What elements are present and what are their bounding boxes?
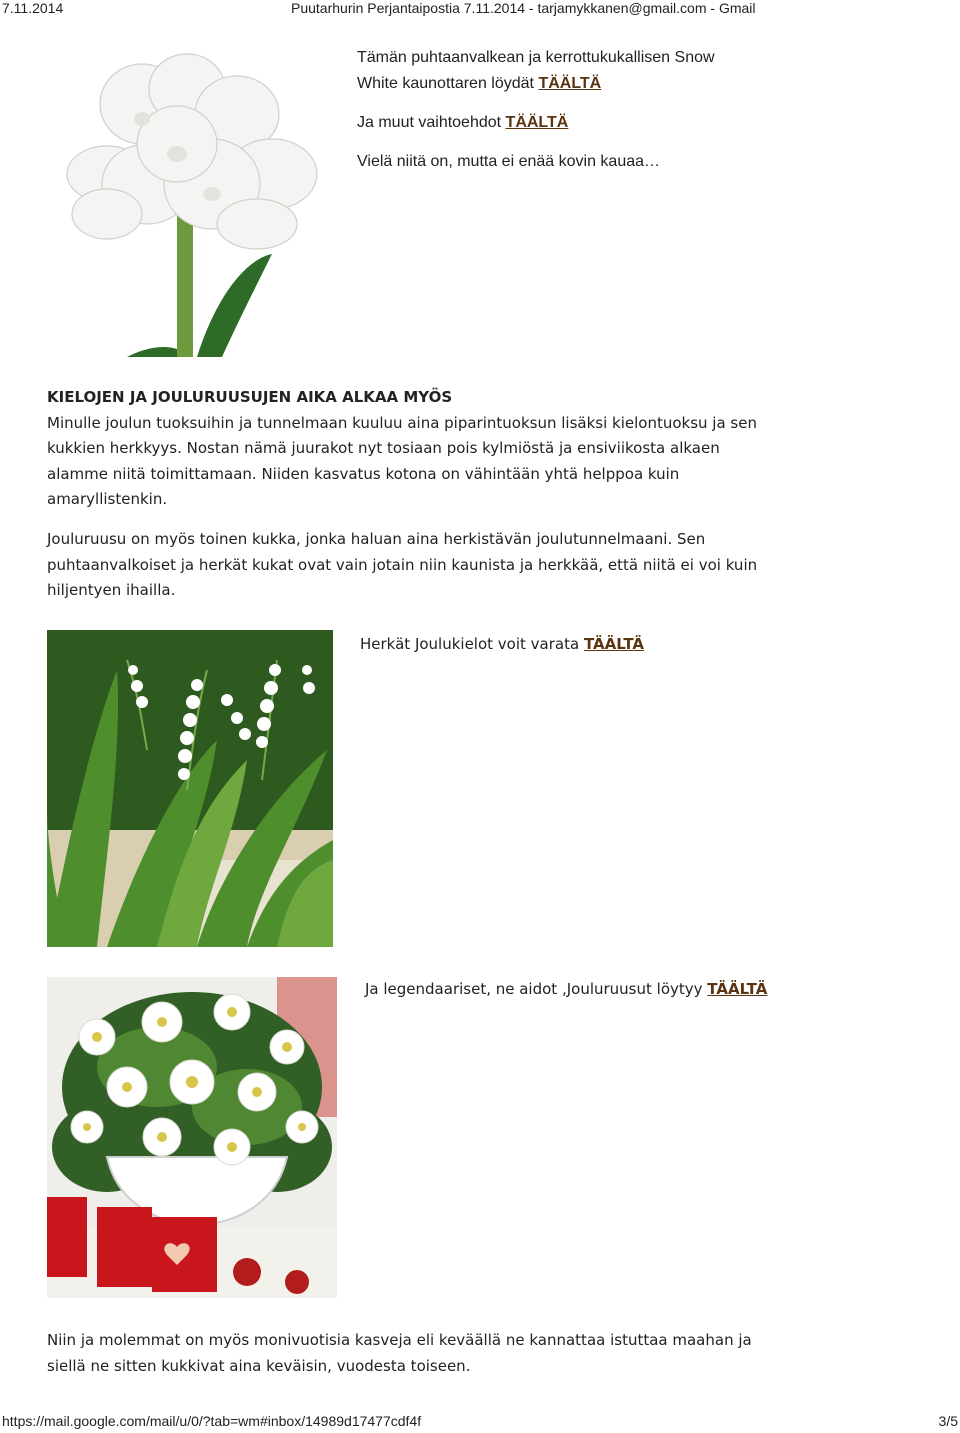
section-p1-line: alamme niitä toimittamaan. Niiden kasvatus kotona on vähintään yhtä helppoa kuin — [47, 464, 680, 483]
print-url: https://mail.google.com/mail/u/0/?tab=wm#inbox/14989d17477cdf4f — [2, 1413, 422, 1429]
amaryllis-image — [47, 44, 328, 357]
section-p2-line: hiljentyen ihailla. — [47, 581, 176, 599]
print-title: Puutarhurin Perjantaipostia 7.11.2014 - tarjamykkanen@gmail.com - Gmail — [291, 0, 756, 16]
section-p1-line: amaryllistenkin. — [47, 490, 168, 508]
section-p1-line: Minulle joulun tuoksuihin ja tunnelmaan kuuluu aina piparintuoksun lisäksi kielontuoksu ja sen — [47, 413, 757, 432]
others-text: Ja muut vaihtoehdot — [357, 114, 506, 131]
closing-line: siellä ne sitten kukkivat aina keväisin, vuodesta toiseen. — [47, 1356, 471, 1375]
jouluruusu-text: Ja legendaariset, ne aidot ,Jouluruusut löytyy — [365, 980, 708, 998]
amaryllis-note: Vielä niitä on, mutta ei enää kovin kauaa… — [357, 153, 661, 170]
amaryllis-link[interactable]: TÄÄLTÄ — [538, 75, 602, 92]
christmas-rose-image — [47, 977, 337, 1298]
section-p2-line: puhtaanvalkoiset ja herkät kukat ovat vain jotain niin kaunista ja herkkää, että niitä ei voi kuin — [47, 555, 758, 574]
print-header — [0, 0, 960, 18]
section-heading: KIELOJEN JA JOULURUUSUJEN AIKA ALKAA MYÖS — [47, 388, 453, 406]
kielo-link[interactable]: TÄÄLTÄ — [583, 635, 644, 653]
section-p1-line: kukkien herkkyys. Nostan nämä juurakot nyt tosiaan pois kylmiöstä ja ensiviikosta alkaen — [47, 439, 720, 457]
print-footer — [0, 1413, 960, 1431]
others-link[interactable]: TÄÄLTÄ — [505, 114, 569, 131]
jouluruusu-link[interactable]: TÄÄLTÄ — [707, 980, 768, 998]
kielo-text: Herkät Joulukielot voit varata — [360, 635, 584, 653]
lily-of-the-valley-image — [47, 630, 333, 947]
closing-line: Niin ja molemmat on myös monivuotisia kasveja eli keväällä ne kannattaa istuttaa maahan ja — [47, 1331, 752, 1349]
section-p2-line: Jouluruusu on myös toinen kukka, jonka haluan aina herkistävän joulutunnelmaani. Sen — [47, 530, 706, 548]
amaryllis-line2: White kaunottaren löydät — [357, 75, 539, 92]
print-date: 7.11.2014 — [2, 0, 64, 16]
page-number: 3/5 — [938, 1413, 958, 1429]
amaryllis-line1: Tämän puhtaanvalkean ja kerrottukukallisen Snow — [357, 49, 715, 66]
